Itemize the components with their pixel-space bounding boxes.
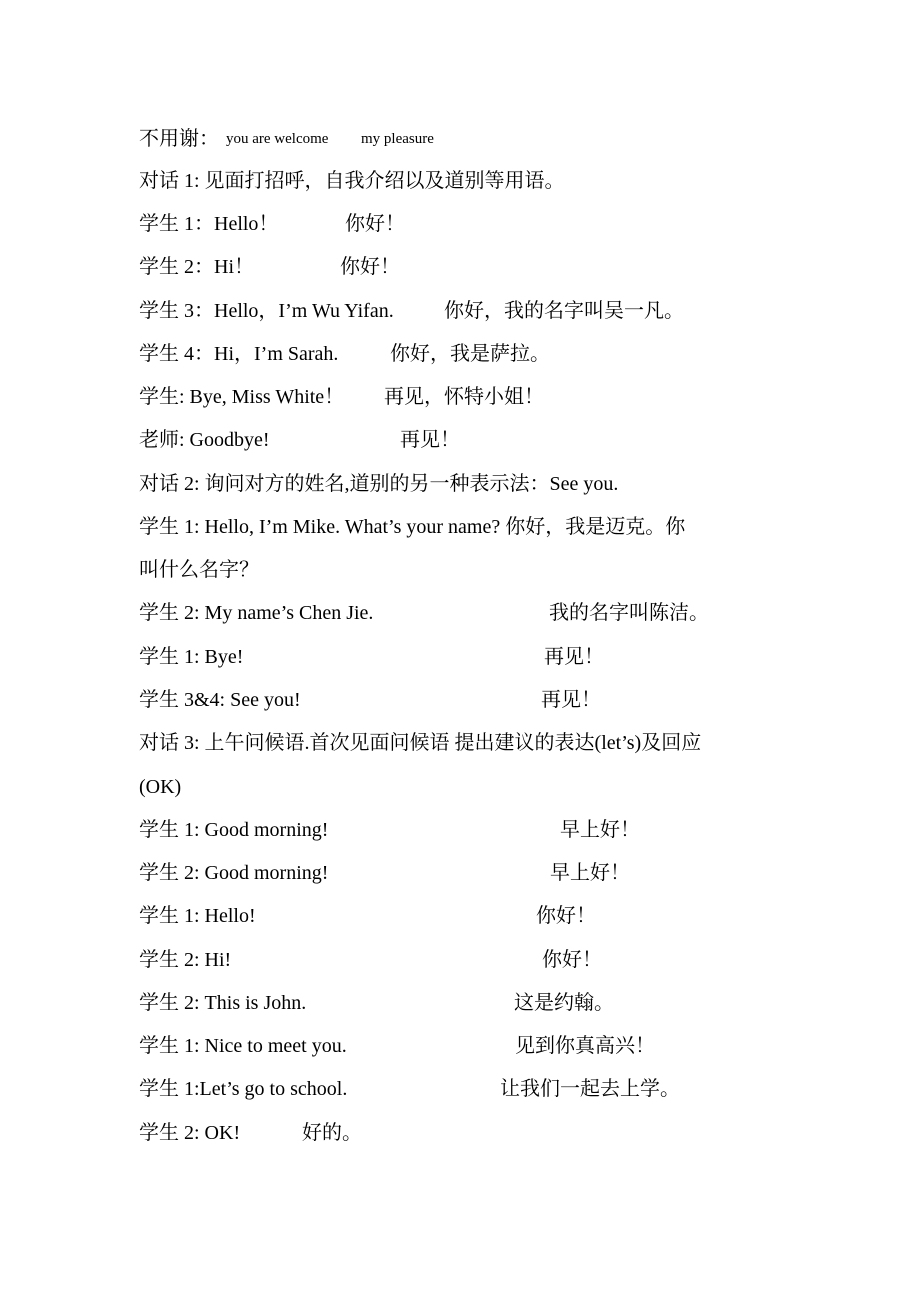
dialogue-english: 学生 1: Nice to meet you. xyxy=(139,1035,347,1057)
dialogue-chinese: 你好！ xyxy=(542,949,602,971)
intro-phrase-1: you are welcome xyxy=(226,131,329,147)
dialogue-chinese: 你好，我是萨拉。 xyxy=(390,343,550,365)
dialogue-chinese: 早上好！ xyxy=(560,819,640,841)
dialogue-english: 学生: Bye, Miss White！ xyxy=(139,386,345,408)
dialogue-chinese: 你好！ xyxy=(536,905,596,927)
dialogue-english: 学生 1: Hello! xyxy=(139,905,256,927)
dialogue-chinese: 我的名字叫陈洁。 xyxy=(549,602,709,624)
dialogue-english: 学生 1: Bye! xyxy=(139,646,244,668)
dialogue-chinese: 你好！ xyxy=(340,256,400,278)
dialogue-english: 学生 3&4: See you! xyxy=(139,689,301,711)
dialogue-english: 学生 2: OK! xyxy=(139,1122,241,1144)
dialogue-chinese: 见到你真高兴！ xyxy=(515,1035,655,1057)
dialogue-english: 学生 4：Hi，I’m Sarah. xyxy=(139,343,339,365)
intro-phrase-2: my pleasure xyxy=(361,131,434,147)
dialogue-english: 老师: Goodbye! xyxy=(139,429,270,451)
dialogue-english: 学生 1: Good morning! xyxy=(139,819,329,841)
dialogue-chinese: 再见！ xyxy=(544,646,604,668)
dialogue-english: 学生 1:Let’s go to school. xyxy=(139,1078,348,1100)
dialogue-line-wrapped: 学生 1: Hello, I’m Mike. What’s your name? 你好，我是迈克。你 xyxy=(139,516,686,538)
dialogue-chinese: 早上好！ xyxy=(550,862,630,884)
dialogue-chinese: 再见！ xyxy=(541,689,601,711)
section-heading-dialogue-1: 对话 1: 见面打招呼，自我介绍以及道别等用语。 xyxy=(139,170,565,192)
dialogue-english: 学生 2：Hi！ xyxy=(139,256,254,278)
dialogue-chinese: 你好，我的名字叫吴一凡。 xyxy=(444,300,684,322)
dialogue-english: 学生 2: Hi! xyxy=(139,949,232,971)
dialogue-english: 学生 2: Good morning! xyxy=(139,862,329,884)
dialogue-chinese: 好的。 xyxy=(302,1122,362,1144)
dialogue-english: 学生 2: This is John. xyxy=(139,992,307,1014)
dialogue-english: 学生 1：Hello！ xyxy=(139,213,279,235)
dialogue-chinese: 这是约翰。 xyxy=(514,992,614,1014)
dialogue-chinese: 让我们一起去上学。 xyxy=(500,1078,680,1100)
dialogue-english: 学生 2: My name’s Chen Jie. xyxy=(139,602,374,624)
dialogue-chinese: 你好！ xyxy=(345,213,405,235)
section-heading-continuation: (OK) xyxy=(139,776,182,798)
dialogue-chinese: 再见，怀特小姐！ xyxy=(384,386,544,408)
dialogue-chinese: 再见！ xyxy=(400,429,460,451)
dialogue-line-continuation: 叫什么名字？ xyxy=(139,559,259,581)
intro-label: 不用谢： xyxy=(139,128,219,150)
section-heading-dialogue-3: 对话 3: 上午问候语.首次见面问候语 提出建议的表达(let’s)及回应 xyxy=(139,732,702,754)
dialogue-english: 学生 3：Hello，I’m Wu Yifan. xyxy=(139,300,394,322)
section-heading-dialogue-2: 对话 2: 询问对方的姓名,道别的另一种表示法：See you. xyxy=(139,473,619,495)
